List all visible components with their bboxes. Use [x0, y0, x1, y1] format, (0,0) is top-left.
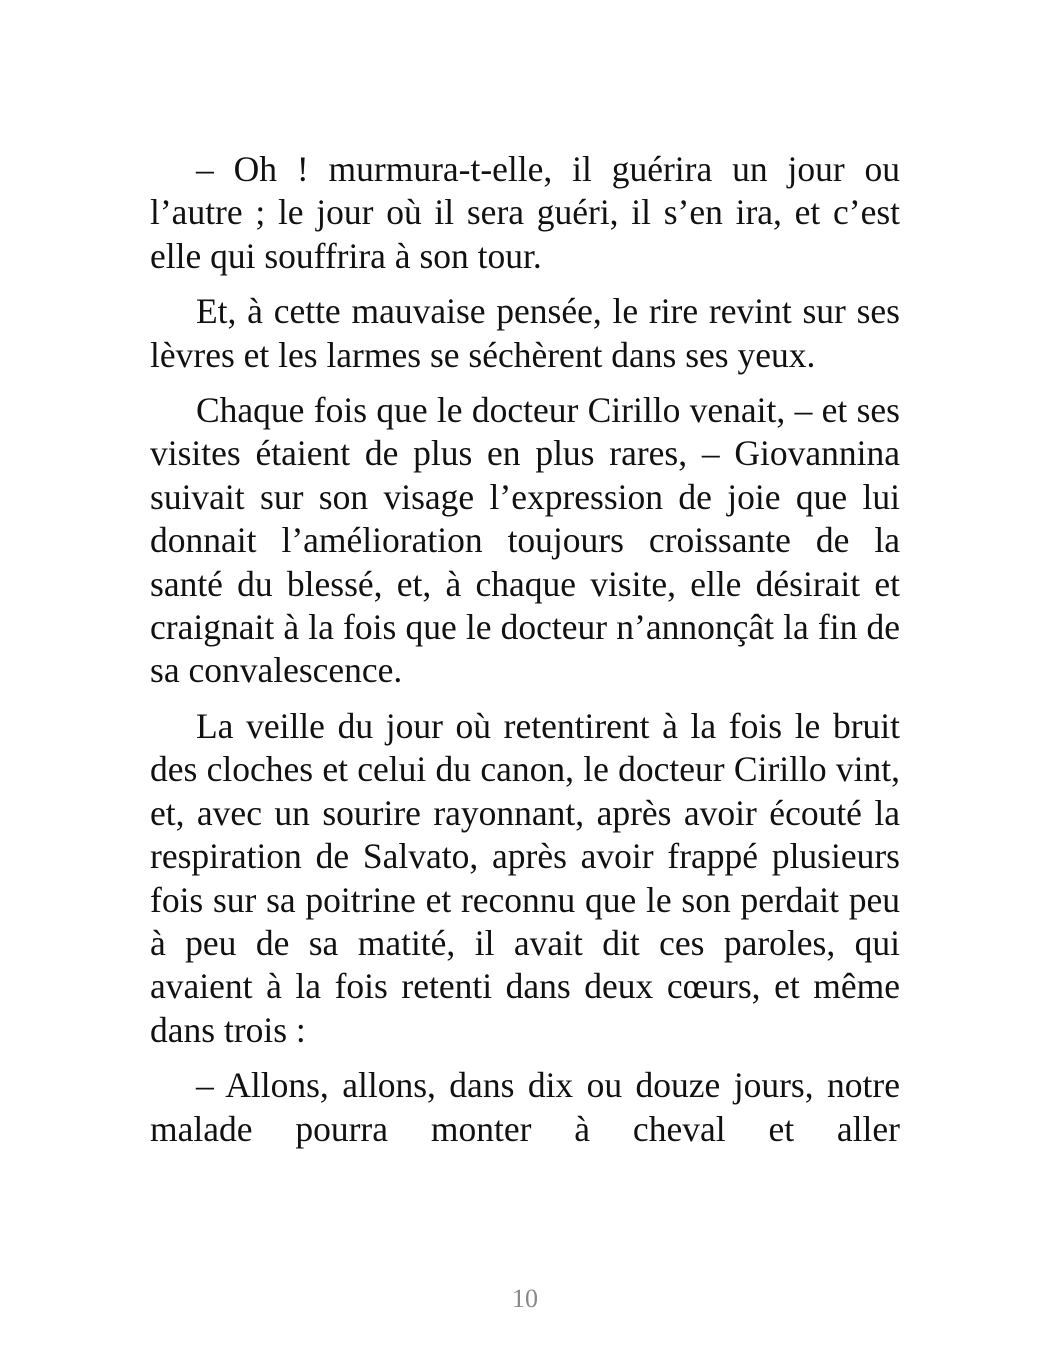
paragraph-2: Et, à cette mauvaise pensée, le rire revint sur ses lèvres et les larmes se séchèrent dans ses yeux. [150, 291, 900, 375]
paragraph-4: La veille du jour où retentirent à la fois le bruit des cloches et celui du canon, le docteur Cirillo vint, et, avec un sourire rayonnant, après avoir écouté la respiration de Salvato, après avoir frappé plusieurs fois sur sa poitrine et reconnu que le son perdait peu à peu de sa matité, il avait dit ces paroles, qui avaient à la fois retenti dans deux cœurs, et même dans trois : [150, 705, 900, 1050]
page-number: 10 [512, 1284, 538, 1313]
paragraph-5: – Allons, allons, dans dix ou douze jours, notre malade pourra monter à cheval et aller [150, 1065, 900, 1149]
body-text [150, 148, 900, 1208]
paragraph-3: Chaque fois que le docteur Cirillo venait, – et ses visites étaient de plus en plus rares, – Giovannina suivait sur son visage l’expression de joie que lui donnait l’amélioration toujours croissante de la santé du blessé, et, à chaque visite, elle désirait et craignait à la fois que le docteur n’annonçât la fin de sa convalescence. [150, 390, 900, 691]
paragraph-1: – Oh ! murmura-t-elle, il guérira un jour ou l’autre ; le jour où il sera guéri, il s’en ira, et c’est elle qui souffrira à son tour. [150, 149, 900, 276]
